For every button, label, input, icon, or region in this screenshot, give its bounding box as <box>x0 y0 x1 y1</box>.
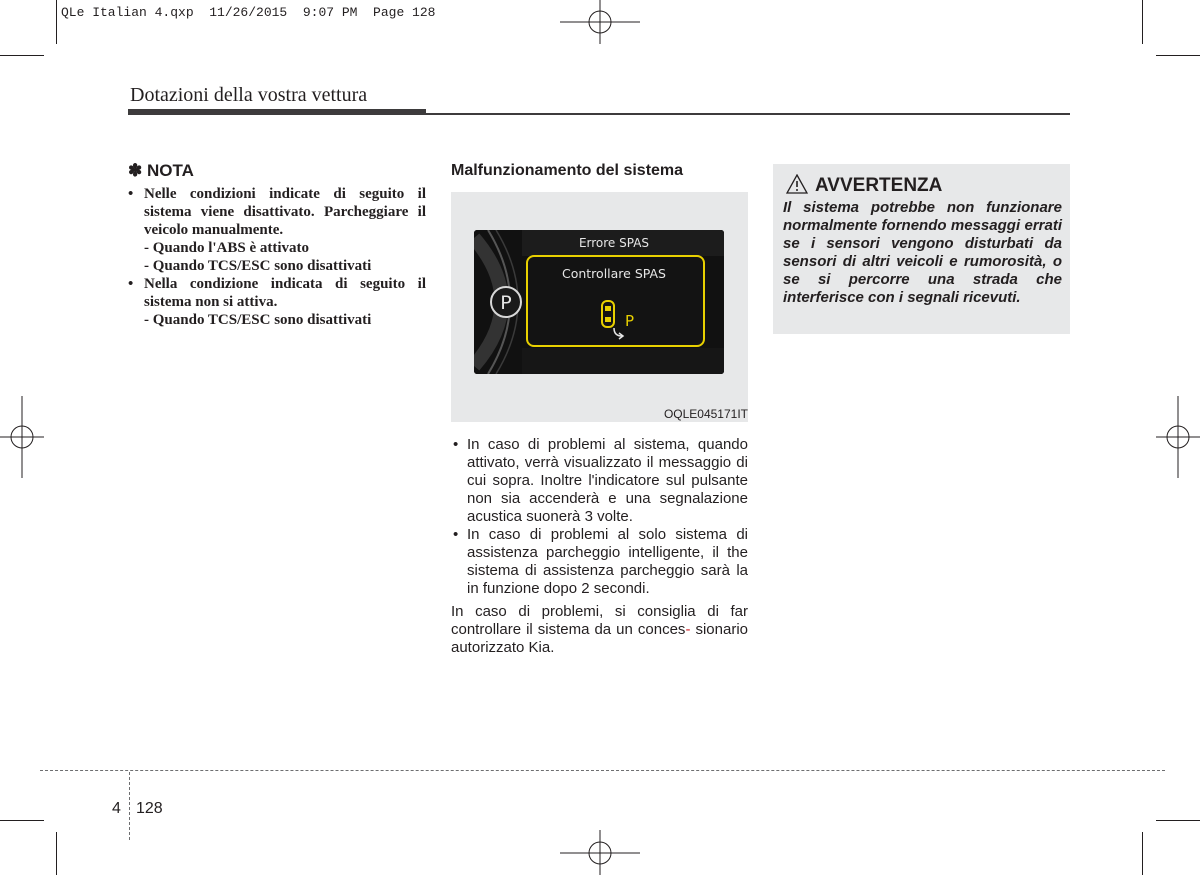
park-letter: P <box>625 312 635 330</box>
file-slug: QLe Italian 4.qxp 11/26/2015 9:07 PM Page 128 <box>61 5 436 20</box>
registration-mark-left <box>0 396 44 478</box>
crop-mark <box>56 832 57 875</box>
running-head: Dotazioni della vostra vettura <box>130 84 368 106</box>
header-rule-thin <box>426 113 1070 115</box>
crop-mark <box>0 820 44 821</box>
hyphen: - <box>685 621 691 638</box>
malfunction-paragraph: In caso di problemi, si consiglia di far controllare il sistema da un conces- sionario autorizzato Kia. <box>451 603 748 656</box>
display-header: Errore SPAS <box>578 236 650 250</box>
warning-title: AVVERTENZA <box>815 175 943 196</box>
chapter-number: 4 <box>112 800 121 817</box>
crop-mark <box>1142 832 1143 875</box>
cluster-graphic <box>474 230 724 374</box>
nota-label: NOTA <box>146 161 194 180</box>
malfunction-bullets <box>451 436 748 598</box>
footer-rule <box>40 770 1165 771</box>
figure-code: OQLE045171IT <box>663 407 748 421</box>
header-rule <box>128 109 426 115</box>
nota-title <box>128 161 194 181</box>
registration-mark-bottom <box>560 830 640 875</box>
crop-mark <box>56 0 57 44</box>
nota-subitem: - Quando TCS/ESC sono disattivati <box>144 312 372 328</box>
nota-subitem: - Quando TCS/ESC sono disattivati <box>144 258 372 274</box>
crop-mark <box>1142 0 1143 44</box>
nota-item: • Nelle condizioni indicate di seguito il sistema viene disattivato. Parcheggiare il veicolo manualmente. - Quando l'ABS è attivato - Quando TCS/ESC sono disattivati <box>128 185 426 275</box>
asterisk-icon: ✽ <box>128 161 143 180</box>
warning-triangle-icon <box>786 174 808 194</box>
instrument-cluster-display <box>474 230 724 374</box>
nota-item: • Nella condizione indicata di seguito il sistema non si attiva. - Quando TCS/ESC sono disattivati <box>128 275 426 329</box>
page-number: 128 <box>136 800 163 817</box>
crop-mark <box>0 55 44 56</box>
registration-mark-top <box>560 0 640 46</box>
list-item: • In caso di problemi al sistema, quando attivato, verrà visualizzato il messaggio di cui sopra. Inoltre l'indicatore sul pulsante non sia accenderà e una segnalazione acustica suonerà 3 volte. <box>451 436 748 526</box>
registration-mark-right <box>1156 396 1200 478</box>
nota-subitem: - Quando l'ABS è attivato <box>144 240 310 256</box>
crop-mark <box>1156 820 1200 821</box>
footer-divider <box>129 772 130 840</box>
gear-indicator: P <box>500 292 512 314</box>
section-title: Malfunzionamento del sistema <box>451 162 684 179</box>
list-item: • In caso di problemi al solo sistema di assistenza parcheggio intelligente, il the sistema di assistenza parcheggio sarà la in funzione dopo 2 secondi. <box>451 526 748 598</box>
nota-list <box>128 185 426 329</box>
warning-text: Il sistema potrebbe non funzionare normalmente fornendo messaggi errati se i sensori vengono disturbati da sensori di altri veicoli e rumorosità, o se si percorre una strada che interferisce con i segnali ricevuti. <box>783 199 1062 306</box>
display-message: Controllare SPAS <box>561 266 667 281</box>
crop-mark <box>1156 55 1200 56</box>
